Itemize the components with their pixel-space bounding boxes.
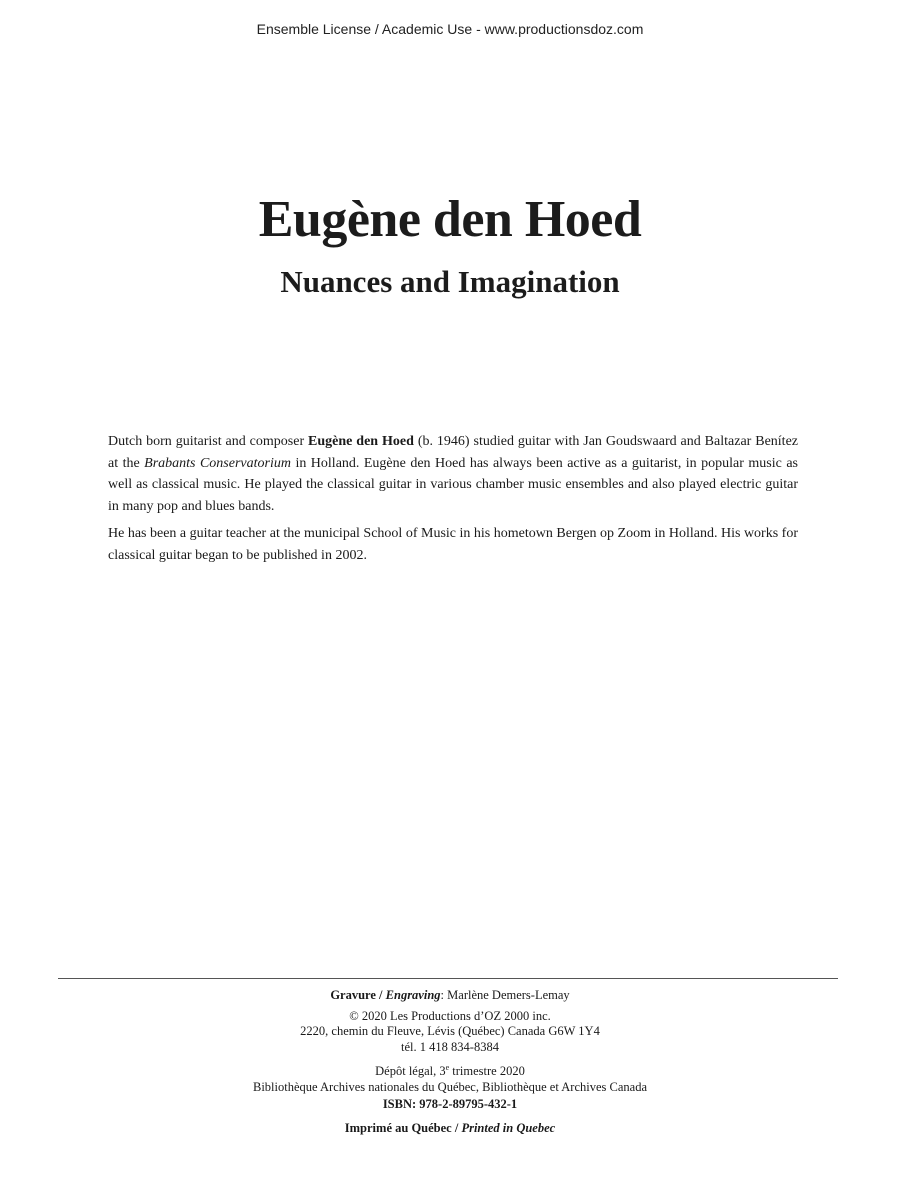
bio-composer-name: Eugène den Hoed — [308, 434, 414, 449]
license-notice: Ensemble License / Academic Use - www.productionsdoz.com — [256, 21, 644, 37]
engraving-label-en: Engraving — [385, 988, 441, 1002]
bio-text: (b. 1946) studied guitar with Jan Goudswaard and Baltazar Benítez at the — [108, 434, 799, 471]
legal-deposit — [0, 1060, 900, 1080]
library-line: Bibliothèque Archives nationales du Québec, Bibliothèque et Archives Canada — [253, 1079, 647, 1094]
bio-text: in Holland. Eugène den Hoed has always been active as a guitarist, in popular music as well as classical music. He played the classical guitar in various chamber music ensembles and also played electric guitar in many pop and blues bands. — [108, 455, 798, 514]
engraver-name: Marlène Demers-Lemay — [447, 988, 570, 1002]
composer-title: Eugène den Hoed — [258, 191, 642, 248]
deposit-text: trimestre 2020 — [449, 1064, 525, 1079]
publisher-block — [0, 1009, 900, 1056]
engraving-separator: : — [440, 988, 448, 1002]
work-subtitle: Nuances and Imagination — [280, 264, 620, 299]
bio-paragraph-1 — [108, 431, 798, 517]
engraving-credit — [0, 988, 900, 1004]
printed-fr: Imprimé au Québec / — [344, 1120, 462, 1135]
bio-school-name: Brabants Conservatorium — [144, 455, 291, 471]
deposit-text: Dépôt légal, 3 — [375, 1064, 446, 1079]
bio-text: Dutch born guitarist and composer — [108, 434, 309, 449]
engraving-label-fr: Gravure / — [330, 988, 386, 1002]
copyright-line: © 2020 Les Productions d’OZ 2000 inc. — [349, 1008, 551, 1023]
legal-deposit-block — [0, 1060, 900, 1113]
bio-paragraph-2: He has been a guitar teacher at the municipal School of Music in his hometown Bergen op Zoom in Holland. His works for classical guitar began to be published in 2002. — [108, 526, 798, 563]
composer-biography — [108, 431, 798, 572]
isbn: ISBN: 978-2-89795-432-1 — [382, 1097, 518, 1112]
publication-credits — [0, 988, 900, 1141]
deposit-ordinal: e — [445, 1063, 450, 1072]
publisher-address: 2220, chemin du Fleuve, Lévis (Québec) Canada G6W 1Y4 — [300, 1024, 600, 1038]
printed-en: Printed in Quebec — [461, 1120, 556, 1135]
publisher-phone: tél. 1 418 834-8384 — [401, 1039, 499, 1054]
printed-in — [0, 1121, 900, 1137]
footer-divider — [58, 978, 838, 979]
